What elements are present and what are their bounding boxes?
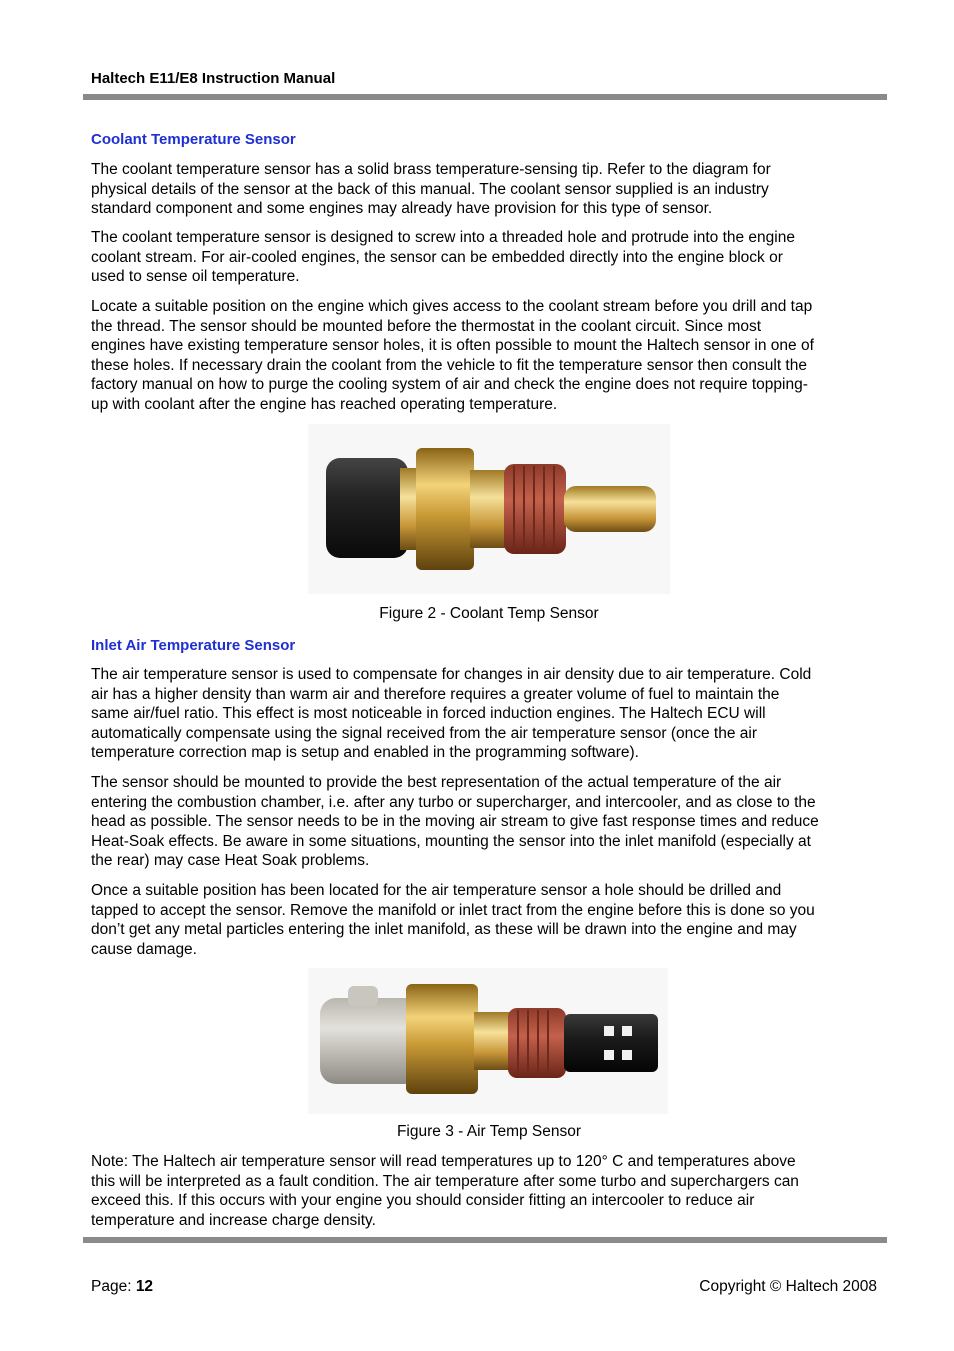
air-sensor-image [308, 968, 668, 1114]
page-header-title: Haltech E11/E8 Instruction Manual [91, 70, 336, 87]
text-line: head as possible. The sensor needs to be in the moving air stream to give fast response times and reduce [91, 813, 819, 831]
text-line: Note: The Haltech air temperature sensor will read temperatures up to 120° C and temperatures above [91, 1153, 796, 1170]
coolant-paragraph-3 [91, 297, 889, 415]
inlet-paragraph-1 [91, 665, 889, 763]
figure-3-caption: Figure 3 - Air Temp Sensor [396, 1123, 582, 1140]
text-line: The coolant temperature sensor is designed to screw into a threaded hole and protrude into the engine [91, 229, 795, 246]
text-line: temperature correction map is setup and enabled in the programming software). [91, 744, 639, 762]
text-line: temperature and increase charge density. [91, 1211, 376, 1229]
text-line: this will be interpreted as a fault condition. The air temperature after some turbo and superchargers can [91, 1172, 799, 1190]
text-line: coolant stream. For air-cooled engines, the sensor can be embedded directly into the engine block or [91, 248, 783, 266]
header-rule [83, 94, 887, 100]
text-line: tapped to accept the sensor. Remove the manifold or inlet tract from the engine before this is done so you [91, 901, 815, 919]
text-line: Heat-Soak effects. Be aware in some situations, mounting the sensor into the inlet manifold (especially at [91, 832, 811, 850]
inlet-air-heading: Inlet Air Temperature Sensor [91, 637, 296, 654]
text-line: don’t get any metal particles entering the inlet manifold, as these will be drawn into the engine and may [91, 921, 797, 939]
text-line: these holes. If necessary drain the coolant from the vehicle to fit the temperature sensor then consult the [91, 356, 807, 374]
text-line: The sensor should be mounted to provide the best representation of the actual temperature of the air [91, 774, 782, 791]
text-line: used to sense oil temperature. [91, 268, 300, 286]
coolant-paragraph-2 [91, 228, 889, 287]
text-line: Once a suitable position has been located for the air temperature sensor a hole should be drilled and [91, 882, 782, 899]
inlet-paragraph-2 [91, 773, 889, 871]
text-line: physical details of the sensor at the back of this manual. The coolant sensor supplied is an industry [91, 180, 769, 198]
coolant-sensor-image [308, 424, 670, 594]
copyright-notice: Copyright © Haltech 2008 [699, 1278, 877, 1295]
coolant-heading: Coolant Temperature Sensor [91, 131, 296, 148]
text-line: air has a higher density than warm air and therefore requires a greater volume of fuel to maintain the [91, 685, 780, 703]
page-number [91, 1278, 153, 1296]
note-paragraph [91, 1152, 889, 1230]
text-line: exceed this. If this occurs with your engine you should consider fitting an intercooler to reduce air [91, 1192, 755, 1210]
footer-rule [83, 1237, 887, 1243]
text-line: engines have existing temperature sensor holes, it is often possible to mount the Haltech sensor in one of [91, 337, 814, 355]
page-number-value: 12 [135, 1278, 154, 1295]
text-line: The coolant temperature sensor has a solid brass temperature-sensing tip. Refer to the diagram for [91, 161, 771, 178]
coolant-paragraph-1 [91, 160, 889, 219]
inlet-paragraph-3 [91, 881, 889, 959]
text-line: The air temperature sensor is used to compensate for changes in air density due to air temperature. Cold [91, 666, 812, 683]
text-line: factory manual on how to purge the cooling system of air and check the engine does not require topping- [91, 376, 808, 394]
text-line: Locate a suitable position on the engine which gives access to the coolant stream before you drill and tap [91, 298, 813, 315]
text-line: automatically compensate using the signal received from the air temperature sensor (once the air [91, 724, 757, 742]
text-line: the thread. The sensor should be mounted before the thermostat in the coolant circuit. Since most [91, 317, 762, 335]
figure-2-caption: Figure 2 - Coolant Temp Sensor [379, 605, 599, 622]
text-line: standard component and some engines may already have provision for this type of sensor. [91, 200, 713, 218]
text-line: cause damage. [91, 940, 197, 958]
page-label: Page: [91, 1278, 136, 1295]
text-line: the rear) may case Heat Soak problems. [91, 852, 370, 870]
text-line: entering the combustion chamber, i.e. after any turbo or supercharger, and intercooler, and as close to the [91, 793, 816, 811]
text-line: up with coolant after the engine has reached operating temperature. [91, 395, 558, 413]
text-line: same air/fuel ratio. This effect is most noticeable in forced induction engines. The Haltech ECU will [91, 705, 766, 723]
